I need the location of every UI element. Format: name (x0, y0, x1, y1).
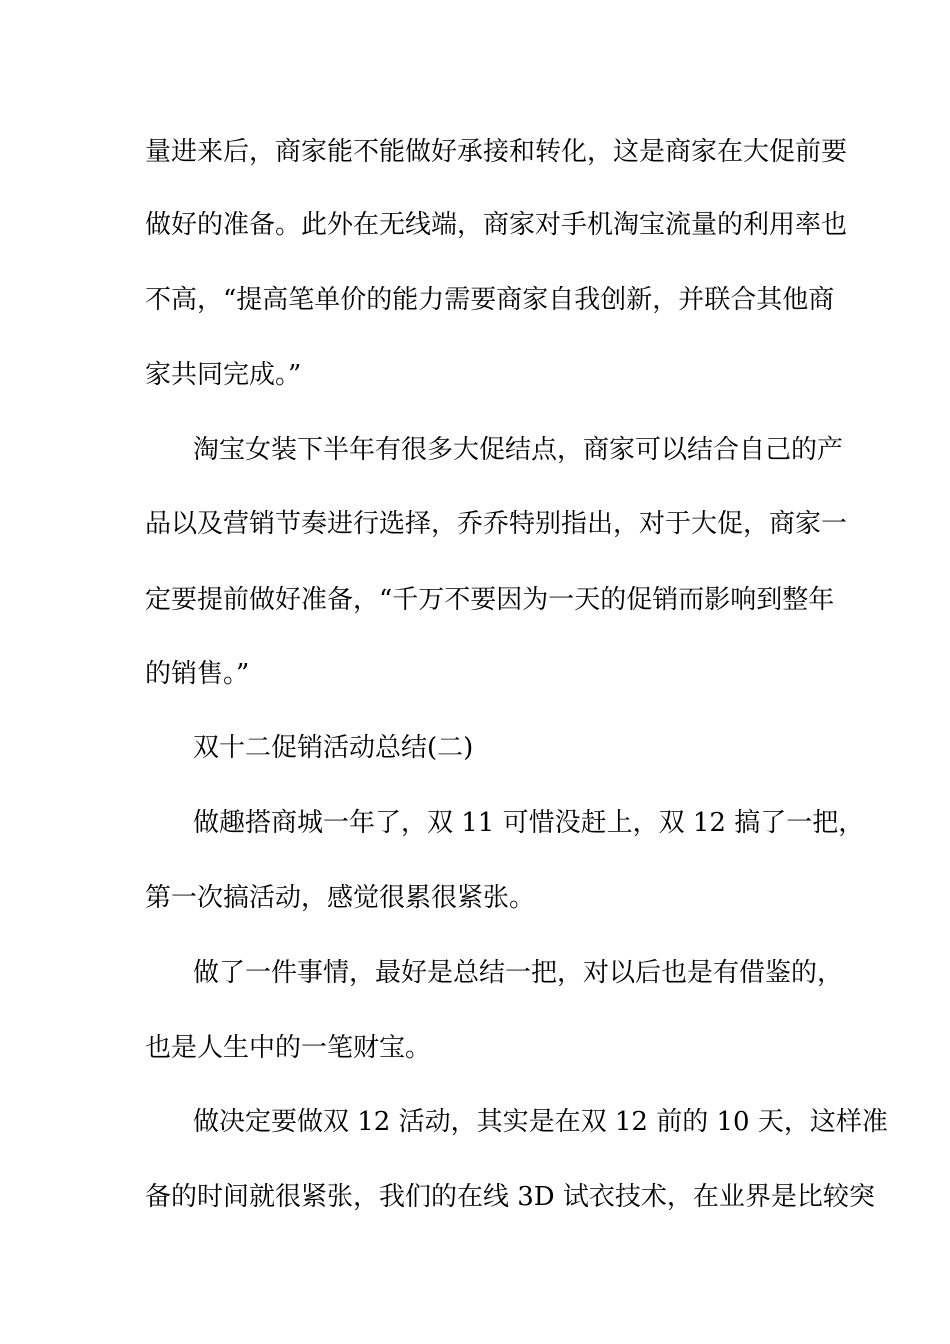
text-line: 不高，“提高笔单价的能力需要商家自我创新，并联合其他商 (145, 285, 835, 315)
text-line: 第一次搞活动，感觉很累很紧张。 (145, 883, 536, 913)
paragraph-first-line: 做趣搭商城一年了，双 11 可惜没赶上，双 12 搞了一把， (193, 808, 865, 838)
text-line: 备的时间就很紧张，我们的在线 3D 试衣技术，在业界是比较突 (145, 1182, 875, 1212)
text-line: 品以及营销节奏进行选择，乔乔特别指出，对于大促，商家一 (145, 509, 848, 539)
text-line: 也是人生中的一笔财宝。 (145, 1033, 432, 1063)
paragraph-first-line: 做了一件事情，最好是总结一把，对以后也是有借鉴的， (193, 958, 844, 988)
section-heading: 双十二促销活动总结(二) (193, 733, 474, 763)
text-line: 家共同完成。” (145, 360, 302, 390)
text-line: 的销售。” (145, 659, 250, 689)
text-line: 做好的准备。此外在无线端，商家对手机淘宝流量的利用率也 (145, 210, 848, 240)
paragraph-first-line: 做决定要做双 12 活动，其实是在双 12 前的 10 天，这样准 (193, 1107, 888, 1137)
paragraph-first-line: 淘宝女装下半年有很多大促结点，商家可以结合自己的产 (193, 435, 844, 465)
text-line: 定要提前做好准备，“千万不要因为一天的促销而影响到整年 (145, 585, 835, 615)
text-line: 量进来后，商家能不能做好承接和转化，这是商家在大促前要 (145, 137, 848, 167)
